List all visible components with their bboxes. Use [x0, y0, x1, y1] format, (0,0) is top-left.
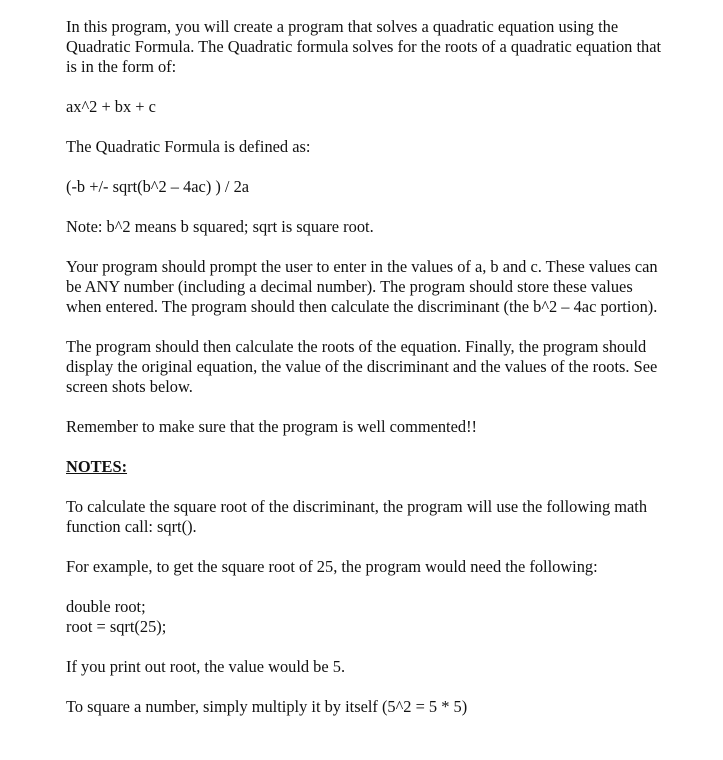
reminder-paragraph: Remember to make sure that the program is well commented!! — [66, 417, 477, 436]
notes-heading: NOTES: — [66, 457, 128, 476]
square-paragraph: To square a number, simply multiply it by itself (5^2 = 5 * 5) — [66, 697, 468, 716]
code-line: root = sqrt(25); — [66, 617, 167, 636]
roots-paragraph: The program should then calculate the roots of the equation. Finally, the program should display the original equation, the value of the discriminant and the values of the roots. See screen shots below. — [66, 337, 658, 396]
equation-form: ax^2 + bx + c — [66, 97, 156, 116]
intro-paragraph: In this program, you will create a program that solves a quadratic equation using the Quadratic Formula. The Quadratic formula solves for the roots of a quadratic equation that is in the form of: — [66, 17, 662, 76]
assignment-document — [66, 17, 666, 737]
prompt-paragraph: Your program should prompt the user to enter in the values of a, b and c. These values can be ANY number (including a decimal number). The program should store these values when entered. The program should then calculate the discriminant (the b^2 – 4ac portion). — [66, 257, 658, 316]
code-example — [66, 597, 666, 637]
quadratic-formula: (-b +/- sqrt(b^2 – 4ac) ) / 2a — [66, 177, 250, 196]
formula-intro: The Quadratic Formula is defined as: — [66, 137, 311, 156]
print-paragraph: If you print out root, the value would be 5. — [66, 657, 346, 676]
code-line: double root; — [66, 597, 146, 616]
note-paragraph: Note: b^2 means b squared; sqrt is square root. — [66, 217, 374, 236]
example-intro: For example, to get the square root of 25, the program would need the following: — [66, 557, 598, 576]
sqrt-paragraph: To calculate the square root of the discriminant, the program will use the following math function call: sqrt(). — [66, 497, 648, 536]
